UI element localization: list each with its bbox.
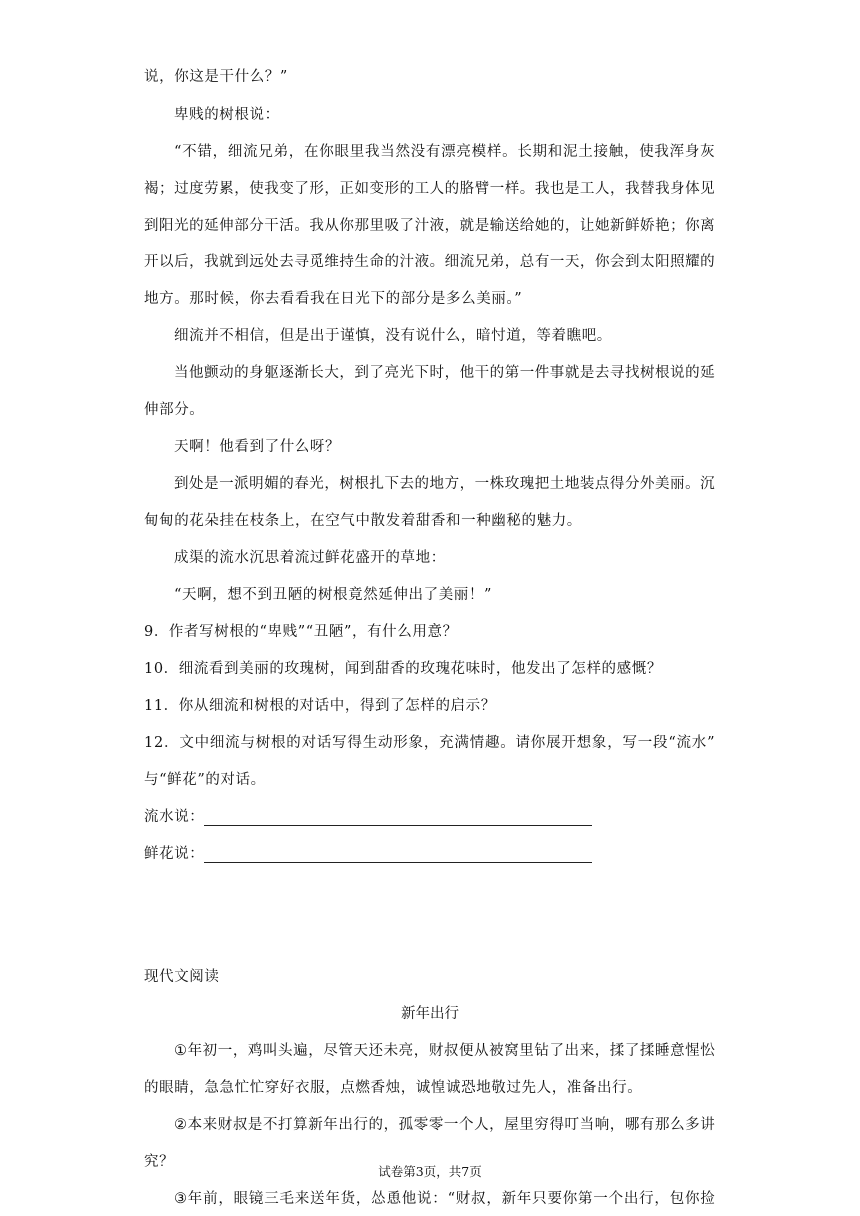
- page-footer: 试卷第3页，共7页: [378, 1164, 482, 1179]
- text-line: “天啊，想不到丑陋的树根竟然延伸出了美丽！”: [174, 587, 493, 603]
- justified-line: 到 阳 光 的 延 伸 部 分 干 活 。 我 从 你 那 里 吸 了 汁 液 ， 就 是 输 送 给 她 的 ， 让 她 新 鲜 娇 艳 ； 你 离: [144, 218, 715, 234]
- question-12: 1 2 ． 文 中 细 流 与 树 根 的 对 话 写 得 生 动 形 象 ， 充 满 情 趣 。 请 你 展 开 想 象 ， 写 一 段 “ 流 水 ”: [144, 735, 715, 751]
- question-12-cont: 与“鲜花”的对话。: [144, 772, 266, 788]
- question-9: 9．作者写树根的“卑贱”“丑陋”，有什么用意？: [144, 624, 458, 640]
- text-line: 地方。那时候，你去看看我在日光下的部分是多么美丽。”: [144, 291, 523, 307]
- text-line: 甸甸的花朵挂在枝条上，在空气中散发着甜香和一种幽秘的魅力。: [144, 513, 582, 529]
- answer-line-flower[interactable]: [204, 862, 592, 863]
- section-heading: 现代文阅读: [144, 969, 220, 985]
- justified-line: ① 年 初 一 ， 鸡 叫 头 遍 ， 尽 管 天 还 未 亮 ， 财 叔 便 从 被 窝 里 钻 了 出 来 ， 揉 了 揉 睡 意 惺 忪: [174, 1043, 715, 1059]
- answer-line-water[interactable]: [204, 825, 592, 826]
- justified-line: 到 处 是 一 派 明 媚 的 春 光 ， 树 根 扎 下 去 的 地 方 ， 一 株 玫 瑰 把 土 地 装 点 得 分 外 美 丽 。 沉: [174, 476, 715, 492]
- justified-line: “ 不 错 ， 细 流 兄 弟 ， 在 你 眼 里 我 当 然 没 有 漂 亮 模 样 。 长 期 和 泥 土 接 触 ， 使 我 浑 身 灰: [174, 144, 715, 160]
- justified-line: 褐 ； 过 度 劳 累 ， 使 我 变 了 形 ， 正 如 变 形 的 工 人 的 胳 臂 一 样 。 我 也 是 工 人 ， 我 替 我 身 体 见: [144, 181, 715, 197]
- question-11: 11．你从细流和树根的对话中，得到了怎样的启示？: [144, 698, 496, 714]
- text-line: 天啊！他看到了什么呀？: [174, 439, 341, 455]
- text-line: 的眼睛，急急忙忙穿好衣服，点燃香烛，诚惶诚恐地敬过先人，准备出行。: [144, 1080, 643, 1096]
- text-line: 说，你这是干什么？”: [144, 69, 288, 85]
- text-line: 成渠的流水沉思着流过鲜花盛开的草地：: [174, 550, 446, 566]
- justified-line: 当 他 颤 动 的 身 躯 逐 渐 长 大 ， 到 了 亮 光 下 时 ， 他 干 的 第 一 件 事 就 是 去 寻 找 树 根 说 的 延: [174, 365, 715, 381]
- question-10: 10．细流看到美丽的玫瑰树，闻到甜香的玫瑰花味时，他发出了怎样的感慨？: [144, 661, 662, 677]
- text-line: 伸部分。: [144, 402, 205, 418]
- text-line: 细流并不相信，但是出于谨慎，没有说什么，暗忖道，等着瞧吧。: [174, 328, 612, 344]
- answer-label-water: 流水说：: [144, 809, 205, 825]
- justified-line: ③ 年 前 ， 眼 镜 三 毛 来 送 年 货 ， 怂 恿 他 说 ： “ 财 叔 ， 新 年 只 要 你 第 一 个 出 行 ， 包 你 捡: [174, 1191, 715, 1207]
- justified-line: ② 本 来 财 叔 是 不 打 算 新 年 出 行 的 ， 孤 零 零 一 个 人 ， 屋 里 穷 得 叮 当 响 ， 哪 有 那 么 多 讲: [174, 1117, 715, 1133]
- passage-title: 新年出行: [401, 1006, 459, 1022]
- text-line: 究？: [144, 1154, 175, 1170]
- text-line: 卑贱的树根说：: [174, 107, 280, 123]
- justified-line: 开 以 后 ， 我 就 到 远 处 去 寻 觅 维 持 生 命 的 汁 液 。 细 流 兄 弟 ， 总 有 一 天 ， 你 会 到 太 阳 照 耀 的: [144, 254, 715, 270]
- answer-label-flower: 鲜花说：: [144, 846, 205, 862]
